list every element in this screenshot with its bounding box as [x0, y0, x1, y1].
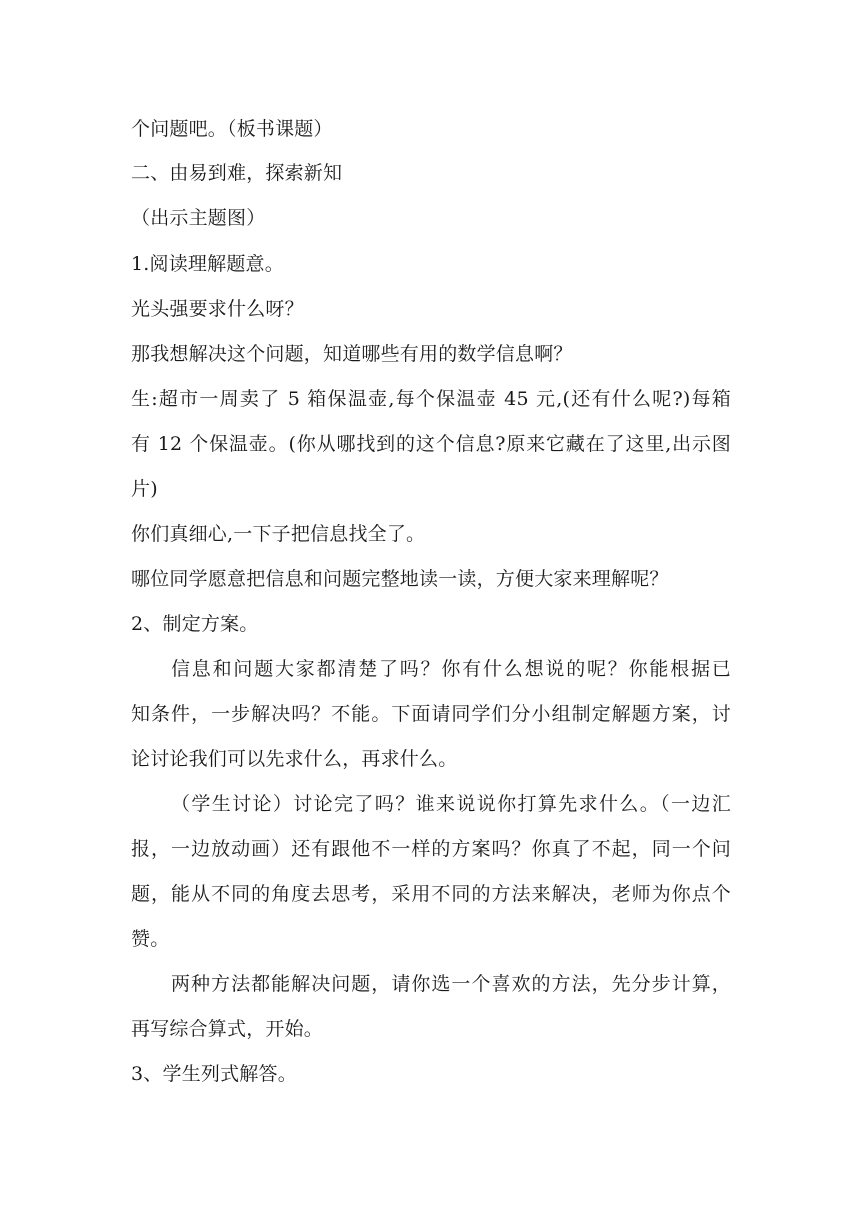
- text-line: 光头强要求什么呀？: [131, 298, 304, 320]
- text-line: 再写综合算式，开始。: [131, 1018, 324, 1040]
- text-line: （出示主题图）: [131, 207, 266, 229]
- step-heading: 2、制定方案。: [131, 613, 259, 635]
- text-line: 个问题吧。（板书课题）: [131, 118, 333, 140]
- text-line: 题，能从不同的角度去思考，采用不同的方法来解决，老师为你点个: [131, 883, 731, 905]
- text-line: 哪位同学愿意把信息和问题完整地读一读，方便大家来理解呢？: [131, 568, 669, 590]
- text-line: 你们真细心,一下子把信息找全了。: [131, 523, 426, 545]
- text-line: 片): [131, 478, 158, 500]
- text-line: 两种方法都能解决问题，请你选一个喜欢的方法，先分步计算，: [171, 973, 731, 995]
- step-heading: 3、学生列式解答。: [131, 1063, 297, 1085]
- step-heading: 1.阅读理解题意。: [131, 253, 284, 275]
- section-heading: 二、由易到难，探索新知: [131, 162, 343, 184]
- text-line: 有 12 个保温壶。(你从哪找到的这个信息?原来它藏在了这里,出示图: [131, 433, 731, 455]
- text-line: 论讨论我们可以先求什么，再求什么。: [131, 748, 458, 770]
- text-line: 知条件，一步解决吗？不能。下面请同学们分小组制定解题方案，讨: [131, 703, 731, 725]
- text-line: 信息和问题大家都清楚了吗？你有什么想说的呢？你能根据已: [171, 658, 731, 680]
- text-line: （学生讨论）讨论完了吗？谁来说说你打算先求什么。（一边汇: [171, 793, 731, 815]
- text-line: 生:超市一周卖了 5 箱保温壶,每个保温壶 45 元,(还有什么呢?)每箱: [131, 388, 731, 410]
- text-line: 那我想解决这个问题，知道哪些有用的数学信息啊？: [131, 343, 573, 365]
- text-line: 报，一边放动画）还有跟他不一样的方案吗？你真了不起，同一个问: [131, 838, 731, 860]
- text-line: 赞。: [131, 928, 170, 950]
